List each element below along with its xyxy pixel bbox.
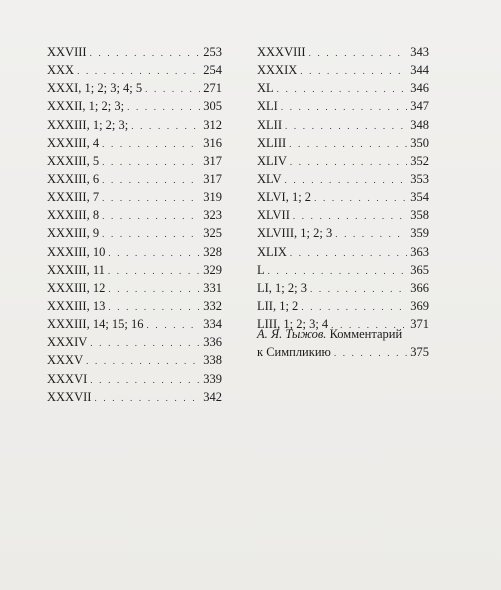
leader-dots <box>94 389 200 407</box>
toc-entry-page-number: 363 <box>410 244 429 259</box>
toc-entry-page-number: 331 <box>203 280 222 295</box>
leader-dots <box>277 80 408 98</box>
toc-entry-page-number: 366 <box>410 280 429 295</box>
toc-entry <box>47 152 222 170</box>
toc-entry-label: XLI <box>257 99 278 114</box>
leader-dots <box>131 117 200 135</box>
toc-entry <box>257 243 429 261</box>
leader-dots <box>293 207 407 225</box>
toc-entry-label: XL <box>257 81 274 96</box>
leader-dots <box>108 298 200 316</box>
toc-entry-label: XXXIII, 6 <box>47 171 100 186</box>
toc-entry-label: XXXIII, 12 <box>47 280 106 295</box>
leader-dots <box>281 98 407 116</box>
toc-entry-label: XXXVI <box>47 371 88 386</box>
toc-entry-label: XXXII, 1; 2; 3; <box>47 99 125 114</box>
toc-entry-page-number: 354 <box>410 190 429 205</box>
leader-dots <box>102 153 200 171</box>
leader-dots <box>102 189 200 207</box>
toc-entry <box>257 170 429 188</box>
leader-dots <box>127 98 200 116</box>
toc-entry-page-number: 328 <box>203 244 222 259</box>
toc-entry <box>47 43 222 61</box>
leader-dots <box>108 262 200 280</box>
toc-entry-label: XXXIII, 8 <box>47 208 100 223</box>
leader-dots <box>310 280 407 298</box>
leader-dots <box>301 298 407 316</box>
leader-dots <box>77 62 200 80</box>
toc-entry-page-number: 369 <box>410 298 429 313</box>
toc-entry <box>257 134 429 152</box>
toc-entry <box>257 188 429 206</box>
toc-entry <box>47 315 222 333</box>
toc-entry-page-number: 347 <box>410 99 429 114</box>
toc-entry-label: XXXIII, 11 <box>47 262 105 277</box>
toc-entry-page-number: 317 <box>203 153 222 168</box>
toc-entry <box>257 279 429 297</box>
toc-entry-page-number: 348 <box>410 117 429 132</box>
toc-entry-page-number: 346 <box>410 81 429 96</box>
toc-entry <box>47 61 222 79</box>
toc-entry-page-number: 371 <box>410 317 429 332</box>
toc-entry-label: L <box>257 262 265 277</box>
toc-entry-page-number: 342 <box>203 389 222 404</box>
toc-entry-label: XXXV <box>47 353 84 368</box>
leader-dots <box>335 225 407 243</box>
toc-entry-label: XXXIII, 13 <box>47 298 106 313</box>
toc-entry <box>257 224 429 242</box>
toc-entry <box>47 388 222 406</box>
toc-entry-page-number: 332 <box>203 298 222 313</box>
leader-dots <box>334 344 407 362</box>
toc-entry-page-number: 344 <box>410 63 429 78</box>
leader-dots <box>90 44 201 62</box>
toc-entry <box>47 79 222 97</box>
toc-entry <box>47 116 222 134</box>
toc-entry-page-number: 352 <box>410 153 429 168</box>
leader-dots <box>285 171 408 189</box>
toc-entry <box>47 243 222 261</box>
leader-dots <box>86 352 200 370</box>
toc-entry-label: XXXIII, 7 <box>47 190 100 205</box>
leader-dots <box>290 153 407 171</box>
toc-entry <box>257 152 429 170</box>
toc-entry-label: XXXIII, 10 <box>47 244 106 259</box>
toc-entry-label: XLIV <box>257 153 287 168</box>
toc-entry-label: XLV <box>257 171 282 186</box>
leader-dots <box>102 171 200 189</box>
toc-entry-page-number: 343 <box>410 45 429 59</box>
leader-dots <box>90 334 200 352</box>
commentary-line-1 <box>257 325 429 343</box>
leader-dots <box>290 244 407 262</box>
toc-entry <box>47 134 222 152</box>
leader-dots <box>108 280 200 298</box>
toc-entry-label: XXXIV <box>47 335 88 350</box>
toc-entry-label: XXXIII, 1; 2; 3; <box>47 117 129 132</box>
toc-entry-label: XXX <box>47 63 75 78</box>
leader-dots <box>285 117 407 135</box>
toc-entry-page-number: 305 <box>203 99 222 114</box>
toc-entry-label: LI, 1; 2; 3 <box>257 280 307 295</box>
toc-entry <box>257 61 429 79</box>
toc-entry-page-number: 359 <box>410 226 429 241</box>
leader-dots <box>108 244 200 262</box>
toc-entry-page-number: 271 <box>203 81 222 96</box>
toc-entry-page-number: 334 <box>203 317 222 332</box>
toc-entry-page-number: 317 <box>203 171 222 186</box>
toc-entry <box>47 206 222 224</box>
toc-entry <box>257 79 429 97</box>
toc-entry <box>47 297 222 315</box>
toc-entry <box>257 297 429 315</box>
toc-entry <box>47 224 222 242</box>
toc-entry-page-number: 254 <box>203 63 222 78</box>
toc-entry-page-number: 358 <box>410 208 429 223</box>
toc-entry <box>47 279 222 297</box>
toc-entry <box>257 261 429 279</box>
toc-entry <box>47 351 222 369</box>
commentary-line-2 <box>257 343 429 362</box>
toc-column-right <box>257 43 429 333</box>
toc-entry <box>47 333 222 351</box>
leader-dots <box>289 135 407 153</box>
toc-entry <box>257 206 429 224</box>
commentary-page-number: 375 <box>410 345 429 359</box>
toc-entry-page-number: 350 <box>410 135 429 150</box>
toc-entry-label: XXXIX <box>257 63 298 78</box>
toc-entry <box>257 43 429 61</box>
toc-entry-label: LIII, 1; 2; 3; 4 <box>257 317 329 332</box>
toc-entry-label: XXVIII <box>47 45 87 59</box>
toc-entry-label: LII, 1; 2 <box>257 298 299 313</box>
toc-entry-page-number: 325 <box>203 226 222 241</box>
leader-dots <box>102 135 200 153</box>
toc-entry-label: XLVII <box>257 208 290 223</box>
leader-dots <box>90 371 200 389</box>
leader-dots <box>314 189 407 207</box>
toc-entry <box>47 170 222 188</box>
toc-entry-label: XXXIII, 5 <box>47 153 100 168</box>
toc-entry-page-number: 319 <box>203 190 222 205</box>
toc-entry <box>257 116 429 134</box>
toc-entry <box>257 97 429 115</box>
toc-column-left <box>47 43 222 406</box>
toc-entry <box>47 370 222 388</box>
toc-entry-page-number: 339 <box>203 371 222 386</box>
toc-entry-page-number: 365 <box>410 262 429 277</box>
toc-entry-page-number: 336 <box>203 335 222 350</box>
toc-entry-label: XXXIII, 9 <box>47 226 100 241</box>
leader-dots <box>309 44 408 62</box>
commentary-title-2: к Симпликию <box>257 345 331 359</box>
toc-entry-label: XLIX <box>257 244 287 259</box>
toc-entry-page-number: 353 <box>410 171 429 186</box>
toc-entry-label: XXXIII, 4 <box>47 135 100 150</box>
toc-entry-label: XXXI, 1; 2; 3; 4; 5 <box>47 81 143 96</box>
toc-entry <box>47 261 222 279</box>
leader-dots <box>268 262 408 280</box>
leader-dots <box>145 80 200 98</box>
commentary-entry <box>257 325 429 362</box>
toc-entry-label: XXXVII <box>47 389 92 404</box>
toc-entry-page-number: 323 <box>203 208 222 223</box>
toc-entry-page-number: 338 <box>203 353 222 368</box>
toc-entry-page-number: 312 <box>203 117 222 132</box>
commentary-title-1: Комментарий <box>329 327 403 341</box>
leader-dots <box>147 316 201 334</box>
toc-entry-label: XLII <box>257 117 282 132</box>
toc-entry <box>47 188 222 206</box>
toc-entry-label: XXXVIII <box>257 45 306 59</box>
toc-entry-label: XLVIII, 1; 2; 3 <box>257 226 333 241</box>
toc-entry <box>47 97 222 115</box>
toc-entry-page-number: 316 <box>203 135 222 150</box>
leader-dots <box>102 225 200 243</box>
toc-entry-label: XLVI, 1; 2 <box>257 190 312 205</box>
leader-dots <box>102 207 200 225</box>
toc-entry-page-number: 253 <box>203 45 222 59</box>
toc-entry-label: XXXIII, 14; 15; 16 <box>47 317 144 332</box>
toc-entry-label: XLIII <box>257 135 287 150</box>
leader-dots <box>300 62 407 80</box>
toc-entry-page-number: 329 <box>203 262 222 277</box>
commentary-author: А. Я. Тыжов. <box>257 327 327 341</box>
